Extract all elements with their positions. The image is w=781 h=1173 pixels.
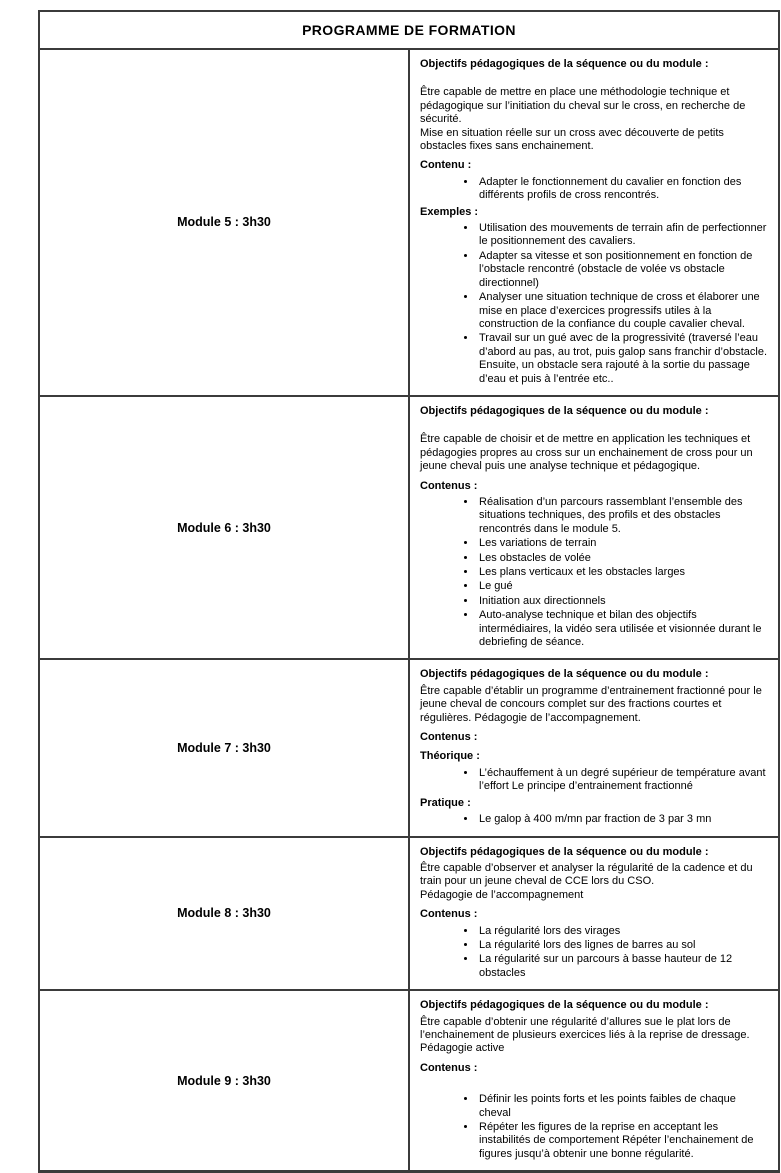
- bullet-list: [420, 496, 770, 649]
- module-content-cell: [409, 837, 779, 991]
- module-content-cell: [409, 49, 779, 396]
- module-label: Module 5 : 3h30: [177, 215, 271, 230]
- module-row: [39, 837, 779, 991]
- bullet-item: • Auto-analyse technique et bilan des objectifs intermédiaires, la vidéo sera utilisée et visionnée durant le debriefing de séance.: [477, 609, 770, 649]
- module-row: [39, 396, 779, 660]
- bullet-item: • Le galop à 400 m/mn par fraction de 3 par 3 mn: [477, 813, 770, 826]
- bullet-item: • Réalisation d’un parcours rassemblant l’ensemble des situations techniques, des profils et des obstacles rencontrés dans le module 5.: [477, 496, 770, 536]
- bullet-item: • Utilisation des mouvements de terrain afin de perfectionner le positionnement des cavaliers.: [477, 222, 770, 249]
- module-label: Module 7 : 3h30: [177, 740, 271, 755]
- section-heading: Objectifs pédagogiques de la séquence ou du module :: [420, 58, 709, 70]
- bullet-item: • Adapter sa vitesse et son positionnement en fonction de l’obstacle rencontré (obstacle de volée vs obstacle directionnel): [477, 250, 770, 290]
- paragraph: Pédagogie de l’accompagnement: [420, 888, 584, 901]
- bullet-item: • Analyser une situation technique de cross et élaborer une mise en place d’exercices progressifs utiles à la construction de la confiance du couple cavalier cheval.: [477, 291, 770, 331]
- bullet-item: • L’échauffement à un degré supérieur de température avant l’effort Le principe d’entrainement fractionné: [477, 767, 770, 794]
- bullet-list: [420, 176, 770, 203]
- section-heading: Objectifs pédagogiques de la séquence ou du module :: [420, 999, 709, 1012]
- module-label-cell: [39, 837, 409, 991]
- module-row: [39, 990, 779, 1172]
- section-heading: Contenus :: [420, 731, 478, 744]
- table-header: [39, 11, 779, 49]
- module-content-cell: [409, 990, 779, 1172]
- bullet-item: • Les variations de terrain: [477, 537, 770, 550]
- page-title: PROGRAMME DE FORMATION: [39, 11, 779, 49]
- bullet-item: • Les obstacles de volée: [477, 552, 770, 565]
- section-heading: Contenus :: [420, 1061, 478, 1074]
- module-rows: [39, 49, 779, 1172]
- section-heading: Exemples :: [420, 205, 479, 218]
- bullet-item: • Initiation aux directionnels: [477, 595, 770, 608]
- blank-line: [420, 74, 770, 86]
- paragraph: Pédagogie active: [420, 1042, 505, 1055]
- bullet-item: • La régularité lors des virages: [477, 925, 770, 938]
- section-heading: Théorique :: [420, 750, 480, 763]
- paragraph: Mise en situation réelle sur un cross avec découverte de petits obstacles fixes sans enchainement.: [420, 126, 724, 153]
- paragraph: Être capable de choisir et de mettre en application les techniques et pédagogies propres au cross sur un enchainement de cross pour un jeune cheval puis une analyse technique et pédagogique.: [420, 433, 753, 473]
- bullet-list: [420, 222, 770, 386]
- bullet-item: • Les plans verticaux et les obstacles larges: [477, 566, 770, 579]
- training-program-table: [38, 10, 780, 1173]
- bullet-item: • Répéter les figures de la reprise en acceptant les instabilités de comportement Répéter l’enchainement de figures jusqu’à obtenir une bonne régularité.: [477, 1121, 770, 1161]
- section-heading: Pratique :: [420, 796, 471, 809]
- module-label-cell: [39, 659, 409, 836]
- module-label-cell: [39, 49, 409, 396]
- bullet-list: [420, 813, 770, 826]
- bullet-item: • La régularité lors des lignes de barres au sol: [477, 939, 770, 952]
- bullet-item: • La régularité sur un parcours à basse hauteur de 12 obstacles: [477, 953, 770, 980]
- module-row: [39, 49, 779, 396]
- bullet-list: [420, 925, 770, 981]
- section-heading: Objectifs pédagogiques de la séquence ou du module :: [420, 404, 709, 417]
- paragraph: Être capable d’établir un programme d’entrainement fractionné pour le jeune cheval de concours complet sur des fractions courtes et régulières. Pédagogie de l’accompagnement.: [420, 684, 762, 724]
- module-content-cell: [409, 659, 779, 836]
- section-heading: Objectifs pédagogiques de la séquence ou du module :: [420, 845, 709, 858]
- module-label-cell: [39, 396, 409, 660]
- module-label-cell: [39, 990, 409, 1172]
- module-label: Module 8 : 3h30: [177, 906, 271, 921]
- title-row: [39, 11, 779, 49]
- section-heading: Contenu :: [420, 159, 472, 172]
- bullet-list: [420, 767, 770, 794]
- paragraph: Être capable d’observer et analyser la régularité de la cadence et du train pour un jeune cheval de CCE lors du CSO.: [420, 861, 753, 888]
- bullet-item: • Travail sur un gué avec de la progressivité (traversé l’eau d’abord au pas, au trot, puis galop sans franchir d’obstacle. Ensuite, un obstacle sera rajouté à la sortie du passage d’eau et puis à l’entrée etc..: [477, 332, 770, 386]
- bullet-list: [420, 1093, 770, 1161]
- paragraph: Être capable de mettre en place une méthodologie technique et pédagogique sur l’initiation du cheval sur le cross, en recherche de sécurité.: [420, 86, 746, 126]
- module-label: Module 6 : 3h30: [177, 520, 271, 535]
- section-heading: Contenus :: [420, 908, 478, 921]
- blank-line: [420, 1078, 770, 1090]
- module-content-cell: [409, 396, 779, 660]
- blank-line: [420, 421, 770, 433]
- module-label: Module 9 : 3h30: [177, 1073, 271, 1088]
- section-heading: Objectifs pédagogiques de la séquence ou du module :: [420, 668, 709, 681]
- section-heading: Contenus :: [420, 479, 478, 492]
- bullet-item: • Le gué: [477, 580, 770, 593]
- module-row: [39, 659, 779, 836]
- paragraph: Être capable d’obtenir une régularité d’allures sue le plat lors de l’enchainement de plusieurs exercices liés à la reprise de dressage.: [420, 1015, 750, 1041]
- bullet-item: • Définir les points forts et les points faibles de chaque cheval: [477, 1093, 770, 1120]
- bullet-item: • Adapter le fonctionnement du cavalier en fonction des différents profils de cross rencontrés.: [477, 176, 770, 203]
